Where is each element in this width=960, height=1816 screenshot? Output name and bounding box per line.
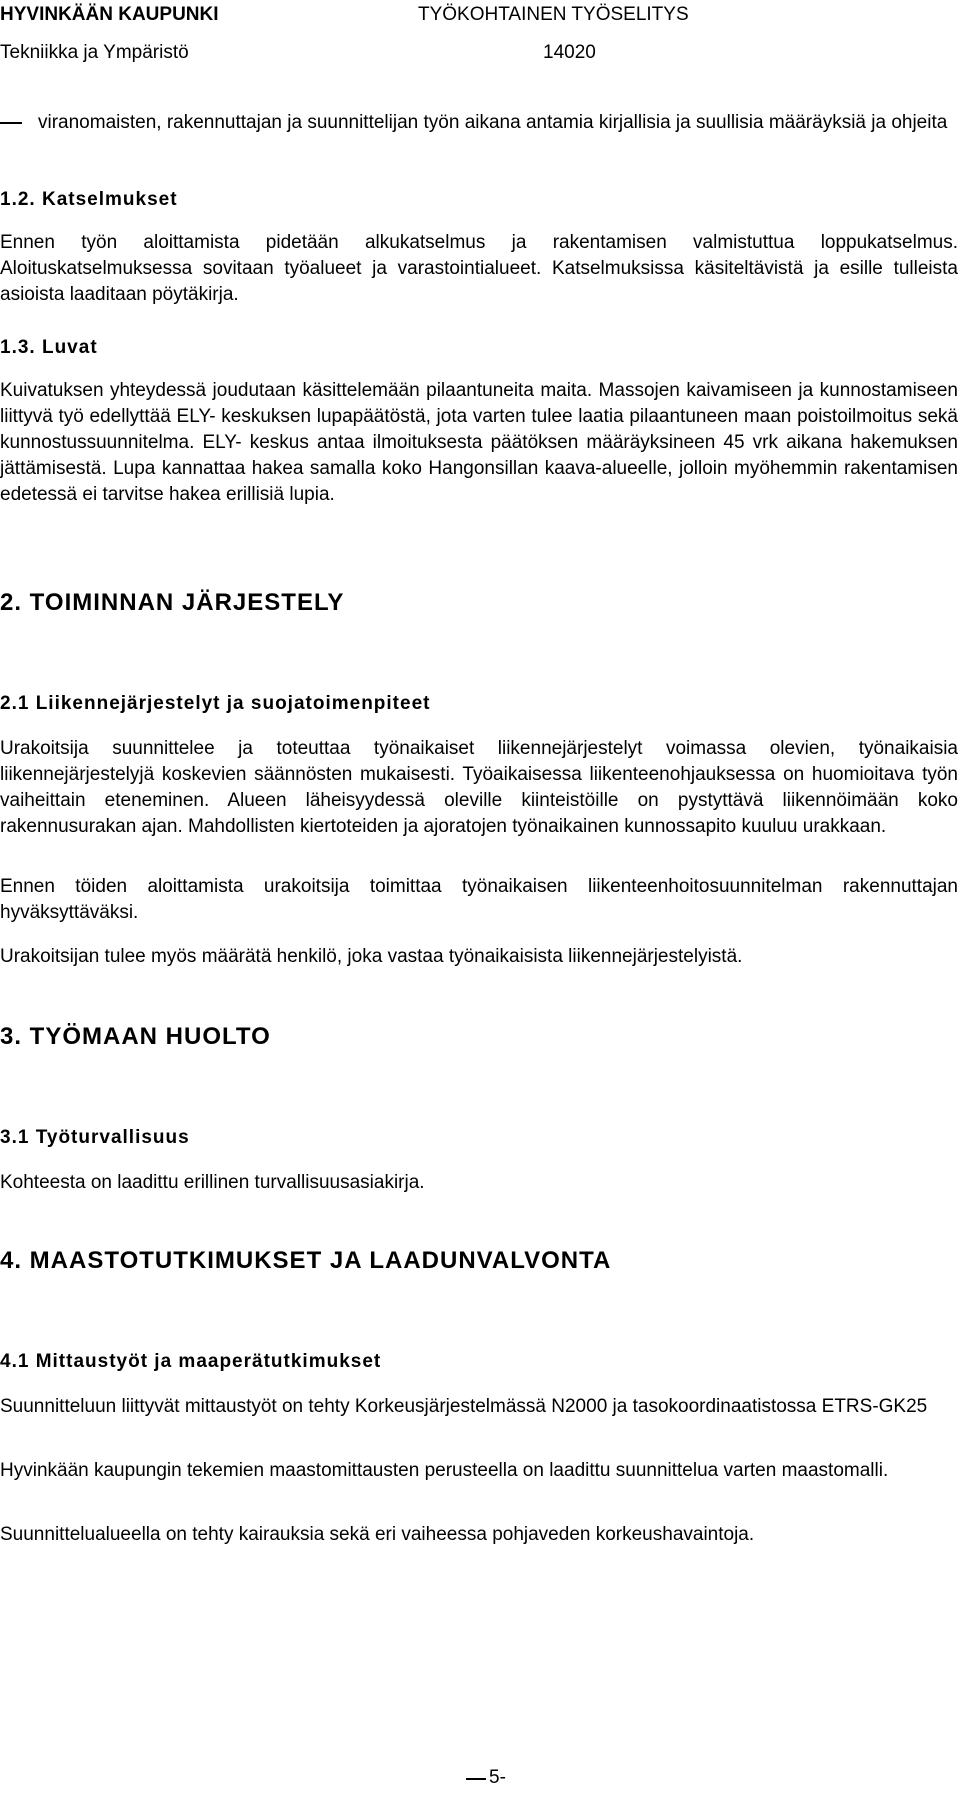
paragraph: Suunnitteluun liittyvät mittaustyöt on tehty Korkeusjärjestelmässä N2000 ja tasokoordinaatistossa ETRS-GK25 [0,1396,928,1417]
document-code: 14020 [543,42,596,63]
paragraph: Suunnittelualueella on tehty kairauksia sekä eri vaiheessa pohjaveden korkeushavaintoja. [0,1524,755,1545]
paragraph: Ennen työn aloittamista pidetään alkukatselmus ja rakentamisen valmistuttua loppukatselmus. Aloituskatselmuksessa sovitaan työalueet ja varastointialueet. Katselmuksissa käsiteltävistä ja esille tulleista asioista laaditaan pöytäkirja. [0,232,958,305]
list-dash [0,122,22,124]
document-body [0,110,960,1760]
list-item: viranomaisten, rakennuttajan ja suunnittelijan työn aikana antamia kirjallisia ja suullisia määräyksiä ja ohjeita [38,112,948,133]
section-heading-2-1: 2.1 Liikennejärjestelyt ja suojatoimenpiteet [0,693,431,714]
paragraph: Kuivatuksen yhteydessä joudutaan käsittelemään pilaantuneita maita. Massojen kaivamiseen ja kunnostamiseen liittyvä työ edellyttää ELY- keskuksen lupapäätöstä, jota varten tulee laatia pilaantuneen maan poistoilmoitus sekä kunnostussuunnitelma. ELY- keskus antaa ilmoituksesta päätöksen määräyksineen 45 vrk aikana hakemuksen jättämisestä. Lupa kannattaa hakea samalla koko Hangonsillan kaava-alueelle, jolloin myöhemmin rakentamisen edetessä ei tarvitse hakea erillisiä lupia. [0,380,958,505]
department-name: Tekniikka ja Ympäristö [0,42,189,63]
section-heading-3-1: 3.1 Työturvallisuus [0,1127,190,1148]
page-header [0,0,960,80]
section-heading-1-3: 1.3. Luvat [0,337,98,358]
chapter-heading-3: 3. TYÖMAAN HUOLTO [0,1023,271,1050]
chapter-heading-4: 4. MAASTOTUTKIMUKSET JA LAADUNVALVONTA [0,1247,612,1274]
page-footer [0,1755,960,1795]
paragraph: Ennen töiden aloittamista urakoitsija toimittaa työnaikaisen liikenteenhoitosuunnitelman rakennuttajan hyväksyttäväksi. [0,876,958,923]
page-number: 5- [489,1767,506,1788]
chapter-heading-2: 2. TOIMINNAN JÄRJESTELY [0,589,345,616]
document-title: TYÖKOHTAINEN TYÖSELITYS [418,4,689,25]
paragraph: Urakoitsijan tulee myös määrätä henkilö, joka vastaa työnaikaisista liikennejärjestelyistä. [0,946,743,967]
paragraph: Urakoitsija suunnittelee ja toteuttaa työnaikaiset liikennejärjestelyt voimassa olevien, työnaikaisia liikennejärjestelyjä koskevien säännösten mukaisesti. Työaikaisessa liikenteenohjauksessa on huomioitava työn vaiheittain eteneminen. Alueen läheisyydessä oleville kiinteistöille on pystyttävä liikennöimään koko rakennusurakan ajan. Mahdollisten kiertoteiden ja ajoratojen työnaikainen kunnossapito kuuluu urakkaan. [0,738,958,837]
section-heading-4-1: 4.1 Mittaustyöt ja maaperätutkimukset [0,1351,382,1372]
paragraph: Kohteesta on laadittu erillinen turvallisuusasiakirja. [0,1172,425,1193]
paragraph: Hyvinkään kaupungin tekemien maastomittausten perusteella on laadittu suunnittelua varten maastomalli. [0,1460,889,1481]
organization-name: HYVINKÄÄN KAUPUNKI [0,4,219,25]
page-number-dash [466,1778,486,1780]
section-heading-1-2: 1.2. Katselmukset [0,189,178,210]
